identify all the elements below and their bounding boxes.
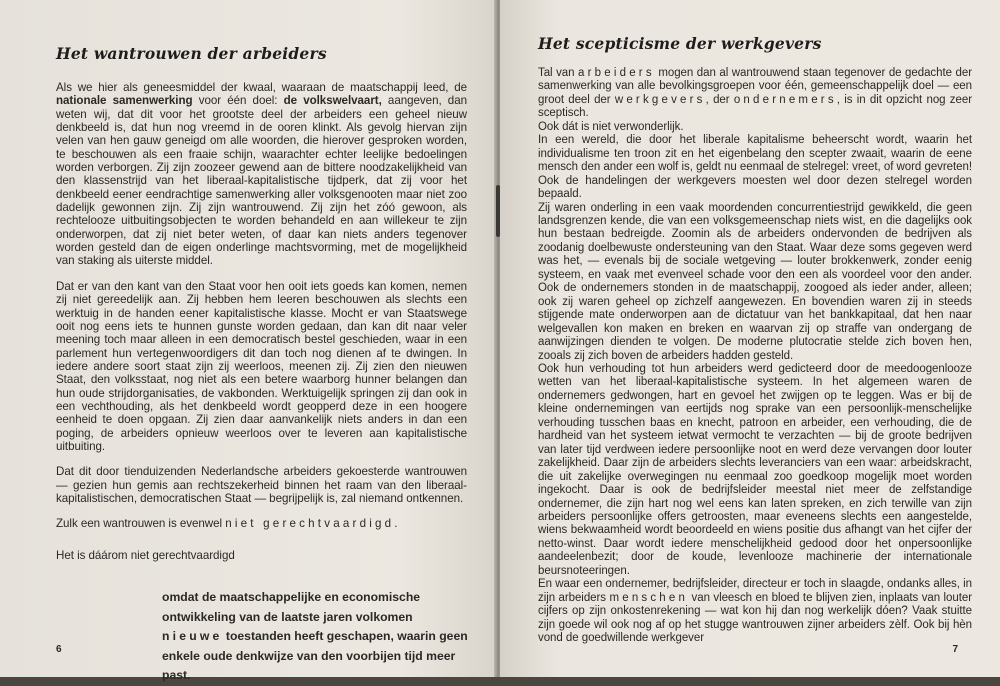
left-page-heading: Het wantrouwen der arbeiders <box>56 44 327 63</box>
closing-spaced: nieuwe <box>162 629 223 643</box>
right-p1-text-2: mogen dan al wantrouwend staan tegenover de gedachte der samenwerking van alle bevolkingsgroepen voor één, gemeenschappelijk doel — een groot deel der <box>538 67 972 106</box>
closing-text-2: toestanden heeft geschapen, waarin geen enkele oude denkwijze van den voorbijen tijd meer past. <box>162 629 468 682</box>
left-page-number: 6 <box>56 644 62 655</box>
left-paragraph-2: Dat er van den kant van den Staat voor hen ooit iets goeds kan komen, nemen zij niet gereedelijk aan. Zij hebben hem leeren beschouwen als slechts een werktuig in de handen eener kapitalistische klasse. Mocht er van Staatswege ooit nog eens iets te hunnen gunste worden gedaan, dan kan dit naar veler meening toch maar alleen in een democratisch bestel geschieden, waar in een parlement hun vertegenwoordigers dit dan toch nog dienen af te dwingen. In iedere andere soort staat zijn zij weerloos, meenen zij. Zij zien den nieuwen Staat, den volksstaat, nog niet als een betere waarborg hunner belangen dan hun oude strijdorganisaties, de vakbonden. Werktuigelijk springen zij dan ook in een vechthouding, als het denkbeeld wordt geopperd deze in een hoogere eenheid te doen opgaan. Zij zien daar aanvankelijk niets anders in dan een poging, de arbeiders opnieuw weerloos over te leveren aan kapitalistische uitbuiting. <box>56 279 467 453</box>
left-paragraph-5: Het is dáárom niet gerechtvaardigd <box>56 548 235 562</box>
left-p1-text-3: aangeven, dan weten wij, dat dit voor het grootste deel der arbeiders een geheel nieuw denkbeeld is, dat hun nog vreemd in de ooren klinkt. Als gevolg hiervan zijn velen van hen gauw geneigd om alle woorden, die hierover gesproken worden, te beschouwen als een fraaie schijn, waarachter echter leelijke bedoelingen worden verborgen. Zij zijn zoozeer gewend aan de bittere noodzakelijkheid van den klassenstrijd van het liberaal-kapitalistische tijdperk, dat zij voor het denkbeeld eener eendrachtige samenwerking aller volksgenooten maar niet zoo dadelijk gewonnen zijn. Zij zijn wantrouwend. Zij zijn het zóó gewoon, als rechtelooze uitbuitingsobjecten te worden behandeld en aan willekeur te zijn onderworpen, dat zij niet beter weten, of daar kan niets anders tegenover worden gesteld dan de eigen onderlinge machtsvorming, met de mogelijkheid van staking als uiterste middel. <box>56 94 467 268</box>
right-paragraph-2: Ook dát is niet verwonderlijk. <box>538 120 684 133</box>
right-paragraph-6 <box>538 578 972 645</box>
right-paragraph-4: Zij waren onderling in een vaak moordenden concurrentiestrijd gewikkeld, die geen landsgrenzen kende, die van een volksgemeenschap niets wist, en die dagelijks ook hun bestaan bedreigde. Zoomin als de arbeiders ondervonden de bedrijven als zoodanig doelbewuste ondersteuning van den Staat. Waar deze soms gegeven werd was het, — evenals bij de sociale wetgeving — louter brokkenwerk, zonder eenig systeem, en vaak met evenveel schade voor den een als voordeel voor den ander. Ook de ondernemers stonden in de maatschappij, zoogoed als ieder ander, alleen; ook zij waren geheel op zichzelf aangewezen. En bovendien waren zij in steeds stijgende mate onderworpen aan de dictatuur van het bankkapitaal, dat hen naar welgevallen kon maken en breken en waarvan zij op straffe van ondergang de aanwijzingen dienden te volgen. De moderne plutocratie stelde zich boven hen, zooals zij zich boven de arbeiders hadden gesteld. <box>538 201 972 362</box>
right-p1-spaced-2: werkgevers <box>614 93 706 106</box>
left-p1-bold-2: de volkswelvaart, <box>283 94 382 108</box>
right-p6-text-2: van vleesch en bloed te blijven zien, inplaats van louter cijfers op zijn onkostenrekening — wat kon hij dan nog werkelijk dóen? Vaak stuitte zijn goede wil ook nog af op het stugge wantrouwen zijner arbeiders zèlf. Ook bij hèn vond de goedwillende werkgever <box>538 591 972 645</box>
right-paragraph-3: In een wereld, die door het liberale kapitalisme beheerscht wordt, waarin het individualisme ten troon zit en het eigenbelang den scepter zwaait, waarin de eene mensch den ander een wolf is, geldt nu eenmaal de stelregel: vreet, of word gevreten! Ook de handelingen der werkgevers moesten wel door dezen stelregel worden bepaald. <box>538 134 972 201</box>
left-page <box>0 0 497 682</box>
left-paragraph-3: Dat dit door tienduizenden Nederlandsche arbeiders gekoesterde wantrouwen — gezien hun gemis aan rechtszekerheid binnen het raam van den liberaal-kapitalistischen, democratischen Staat — begrijpelijk is, zal niemand ontkennen. <box>56 465 467 505</box>
left-closing-statement <box>162 588 472 686</box>
right-p1-text-4: , is in dit opzicht nog zeer sceptisch. <box>538 93 972 120</box>
left-paragraph-1 <box>56 81 467 268</box>
right-page-number: 7 <box>952 644 958 655</box>
right-page-heading: Het scepticisme der werkgevers <box>538 34 822 53</box>
left-p4-text: Zulk een wantrouwen is evenwel <box>56 517 226 531</box>
right-p1-text-1: Tal van <box>538 67 579 79</box>
closing-text-1: omdat de maatschappelijke en economische ontwikkeling van de laatste jaren volkomen <box>162 590 421 624</box>
right-paragraph-1 <box>538 67 972 121</box>
right-p1-text-3: , der <box>705 93 734 106</box>
left-p1-text-1: Als we hier als geneesmiddel der kwaal, waaraan de maatschappij leed, de <box>56 81 467 94</box>
right-p6-spaced: menschen <box>609 591 689 604</box>
right-p1-spaced-3: ondernemers <box>733 93 837 106</box>
left-p4-spaced: niet gerechtvaardigd. <box>225 517 401 531</box>
left-paragraph-4 <box>56 517 467 530</box>
left-p1-text-2: voor één doel: <box>192 94 284 108</box>
right-p1-spaced-1: arbeiders <box>578 67 655 79</box>
right-paragraph-5: Ook hun verhouding tot hun arbeiders werd gedicteerd door de meedoogenlooze wetten van het liberaal-kapitalistische systeem. In het algemeen waren de ondernemers gedwongen, hart en gevoel het zwijgen op te leggen. Was er bij de kleine ondernemingen van eertijds nog sprake van een persoonlijk-menschelijke verhouding tusschen baas en knecht, patroon en arbeider, een verhouding, die de hardheid van het systeem ietwat vermocht te verzachten — bij de groote bedrijven van later tijd verdween iedere persoonlijke noot en werd deze vervangen door louter zakelijkheid. Daar zijn de arbeiders slechts leveranciers van een waar: arbeidskracht, die uit zakelijke overwegingen nu eenmaal zoo goedkoop mogelijk moet worden ingekocht. Daar is ook de bedrijfsleider meestal niet meer de zelfstandige ondernemer, die zijn hart nog wel eens kan laten spreken, en zich terwille van zijn arbeiders persoonlijke offers getroosten, maar eveneens slechts een aangestelde, wiens bekwaamheid wordt beoordeeld en wiens positie dus afhangt van het cijfer der netto-winst. Daar wordt iedere menschelijkheid gedood door het onpersoonlijke aandeelenbezit; door de koude, levenlooze machinerie der internationale beursnoteeringen. <box>538 362 972 577</box>
right-p6-text-1: En waar een ondernemer, bedrijfsleider, directeur er toch in slaagde, ondanks alles, in zijn arbeiders <box>538 578 972 604</box>
left-p1-bold-1: nationale samenwerking <box>56 94 193 108</box>
right-page <box>500 0 1000 677</box>
